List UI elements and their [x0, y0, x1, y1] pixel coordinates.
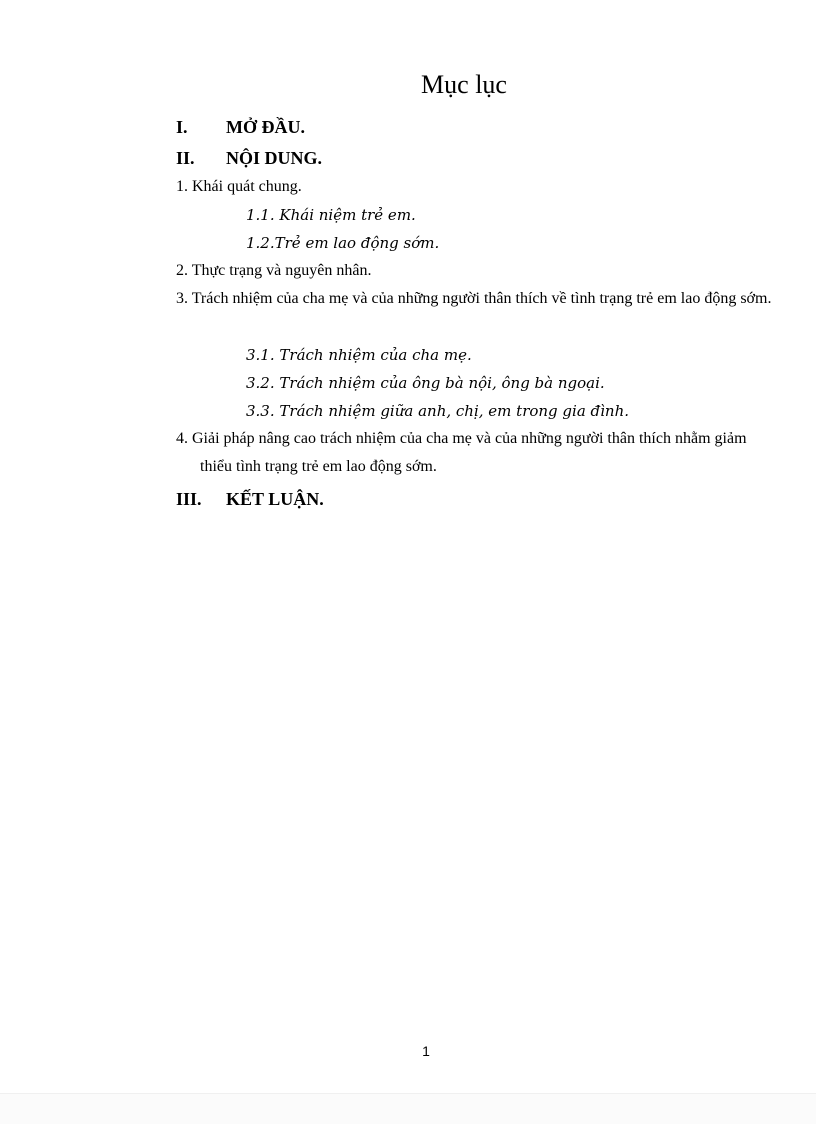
- toc-section-ket-luan: [176, 486, 324, 512]
- toc-item-3-3: 3.3. Trách nhiệm giữa anh, chị, em trong gia đình.: [246, 402, 630, 420]
- toc-section-number: III.: [176, 489, 202, 509]
- toc-section-mo-dau: [176, 114, 305, 140]
- page-number: 1: [422, 1043, 430, 1059]
- toc-section-label: NỘI DUNG.: [226, 148, 323, 168]
- toc-item-1-1: 1.1. Khái niệm trẻ em.: [246, 206, 416, 224]
- toc-item-3-2: 3.2. Trách nhiệm của ông bà nội, ông bà ngoại.: [246, 374, 605, 392]
- toc-item-3: 3. Trách nhiệm của cha mẹ và của những người thân thích về tình trạng trẻ em lao động sớm.: [176, 290, 772, 307]
- toc-section-number: II.: [176, 148, 195, 168]
- page-title: Mục lục: [421, 70, 507, 99]
- toc-item-4: 4. Giải pháp nâng cao trách nhiệm của cha mẹ và của những người thân thích nhằm giảm thiểu tình trạng trẻ em lao động sớm.: [176, 430, 747, 475]
- toc-item-1-2: 1.2.Trẻ em lao động sớm.: [246, 234, 440, 252]
- toc-section-label: KẾT LUẬN.: [226, 489, 324, 509]
- toc-item-1: 1. Khái quát chung.: [176, 178, 302, 195]
- toc-section-number: I.: [176, 117, 188, 137]
- toc-item-3-1: 3.1. Trách nhiệm của cha mẹ.: [246, 346, 472, 364]
- toc-section-label: MỞ ĐẦU.: [226, 117, 305, 137]
- page-bottom-strip: [0, 1093, 816, 1124]
- toc-item-2: 2. Thực trạng và nguyên nhân.: [176, 262, 372, 279]
- toc-section-noi-dung: [176, 145, 322, 171]
